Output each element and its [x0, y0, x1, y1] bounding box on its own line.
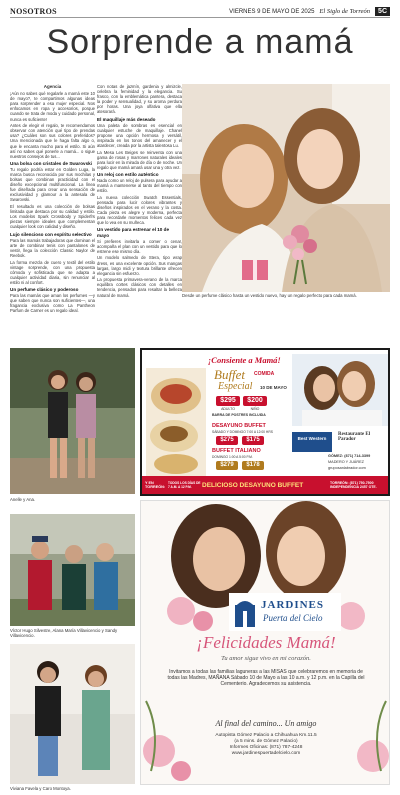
article-subhead: Una bolsa con cristales de Swarovski: [10, 160, 92, 166]
article-paragraph: Con notas de jazmín, gardenia y almizcle, celebra la feminidad y la elegancia. Su frasco, con la emblemática pantera, destaca la poder y sensualidad, y su aroma perdura por horas. Una joya olfativa que ella atesorará.: [97, 84, 182, 115]
article-paragraph: Para las mamás trabajadoras que dominan el arte de combinar tenis con pantalones de vestir, llega la colección Classic Naylor de Reebok.: [10, 237, 95, 258]
ad-contact: [166, 733, 366, 757]
article-paragraph: La nueva colección Swatch Essentials, pensada para lucir colores vibrantes y diseños inspirados en el verano y la costa. Cada pieza es alegre y moderna, perfecta para recordarle momentos felices cada vez que lo vea en su muñeca.: [97, 194, 182, 226]
jardines-logo: [229, 593, 341, 631]
article-paragraph: La forma mezcla de cuero y textil del estilo vintage sorprende, con una propuesta cómoda y sofisticada que se adapta a cualquier actividad diaria, sin renunciar al estilo ni al confort.: [10, 259, 95, 285]
social-photo-3-caption: Viviana Favela y Caro Montoya.: [10, 786, 71, 791]
article-column-2: [97, 84, 182, 299]
bar-contact: [330, 481, 388, 490]
price-adult: $295: [216, 396, 240, 406]
ad-subtitle: Tu amor sigue vivo en mi corazón.: [221, 655, 311, 662]
article-paragraph: Si prefieres invitarla a comer o cenar, acompaña el plan con un vestido para que lo estrene ese mismo día.: [97, 238, 182, 254]
main-photo-caption: Desde un perfume clásico hasta un vestido nuevo, hay un regalo perfecto para cada mamá.: [182, 293, 357, 298]
gomez-phone: GÓMEZ: (871) 714-3399: [328, 454, 371, 458]
article-byline: Agencia: [43, 84, 62, 89]
article-subhead: Un reloj con estilo auténtico: [97, 172, 159, 177]
article-paragraph: Tu regalo podría estar en Golden Luga, la marca busca reconocida por sus mochilas y bolsas que combinan practicidad con el diseño excepcional multifuncional. La línea fue diseñada para crear una sensación de exclusividad y glamour a la antesala de Swarovski.: [10, 166, 95, 203]
social-photo-2-caption: Víctor Hugo Silvestre, Alana María Villavicencio y Sandy Villavicencio.: [10, 628, 118, 638]
article-paragraph: ¡Aún no sabes qué regalarle a mamá este 10 de mayo?, te compartimos algunas ideas para sorprender a esa mujer especial. Nos enfocamos en ropa y accesorios, porque cuando se trata de moda y cuidado personal, nunca es suficiente!: [10, 91, 95, 122]
desayuno-price-adult: $275: [216, 436, 238, 445]
main-photo-mother-daughter: [182, 84, 390, 292]
photo-illustration: [182, 84, 390, 292]
ad-title: ¡Felicidades Mamá!: [196, 633, 336, 652]
ad-address: Autopista Gómez Palacio a Chihuahua Km.11.5: [215, 733, 317, 738]
parador-logo: Restaurante El Parador: [338, 432, 371, 442]
article-paragraph: Un modelo salmedo de Stera, tipo wrap dress, es una excelente opción. Sus mangas largas, largo midi y textura brillante ofrecen elegancia sin esfuerzo.: [97, 255, 182, 276]
issue-date: VIERNES 9 DE MAYO DE 2025: [229, 8, 315, 15]
header-meta: [229, 7, 390, 16]
jardines-advertisement: [140, 500, 390, 785]
ad-headline: ¡Consiente a Mamá!: [208, 355, 281, 365]
torreon-phone: TORREÓN: (871) 750-7500: [330, 480, 374, 485]
social-photo-1-caption: Anelle y Ana.: [10, 497, 36, 502]
article-paragraph: Nada como un reloj de pulsera para ayudar a mamá a mantenerse al tanto del tiempo con estilo.: [97, 178, 182, 194]
photo-illustration: [10, 514, 135, 626]
bar-headline: DELICIOSO DESAYUNO BUFFET: [202, 481, 304, 489]
article-paragraph: Antes de elegir el regalo, te recomendamos observar con atención qué tipo de prendas usa? ¿Cuáles son sus colores preferidos? Una mencionada que le haga falta algo o, que le encanta mucho para el estilo. Si aún así no sabes qué ponerle a mamá... o sigue nuestros consejos de tus...: [10, 123, 95, 159]
price-adult-note: ADULTO: [221, 407, 235, 411]
italiano-price-adult: $279: [216, 461, 238, 470]
buffet-subtitle: COMIDA: [254, 371, 275, 377]
article-column-1: [10, 84, 95, 315]
article-paragraph: El resultado es una colección de bolsas limitada que destaca por su calidad y estilo. Los modelos Spark Crossbody y Spiderfrs piezas siempre ideales que complementan cualquier look con calidad y diseño.: [10, 204, 95, 230]
section-name: NOSOTROS: [10, 7, 57, 16]
article-headline: Sorprende a mamá: [46, 23, 354, 61]
photo-illustration: [10, 644, 135, 784]
best-western-logo: Best Western: [292, 432, 332, 452]
photo-illustration: [10, 348, 135, 494]
ad-invitation: Invitamos a todas las familias laguneras a las MISAS que celebraremos en memoria de todas las Madres, MAÑANA Sábado 10 de Mayo a las 10 a.m. y 12 p.m. en la Capilla del Cementerio. Agradecemos su asistencia.: [167, 669, 365, 688]
ad-photo-mother-daughter: [292, 354, 388, 426]
italiano-days: DOMINGO 1:00 A 5:00 P.M.: [212, 455, 253, 459]
especial-label: Especial: [218, 381, 253, 392]
buffet-title: Buffet: [214, 367, 246, 382]
bar-label-left: Y EN TORREÓN:: [145, 481, 166, 489]
ad-website: www.jardinespuertadelcielo.com: [231, 751, 301, 756]
buffet-extras: BARRA DE POSTRES INCLUIDA: [212, 413, 266, 417]
italiano-title: BUFFET ITALIANO: [212, 448, 261, 454]
ad-website: gruposanlabrador.com: [328, 466, 366, 470]
price-child: $200: [243, 396, 267, 406]
price-child-note: NIÑO: [250, 407, 260, 411]
italiano-price-child: $178: [242, 461, 264, 470]
food-image: [146, 368, 206, 478]
ad-slogan: Al final del camino... Un amigo: [215, 719, 317, 728]
article-subhead: Un vestido para estrenar el 10 de mayo: [97, 227, 169, 238]
article-paragraph: La propuesta primavera-verano de la marca equilibra cortes clásicos con detalles en tendencia, pensados para resaltar la belleza natural de mamá.: [97, 277, 182, 298]
gomez-address: MADERO Y JUÁREZ: [328, 460, 364, 464]
ad-phone: Informes Oficinas: (871) 787-4248: [229, 745, 303, 750]
ad-bottom-bar: [142, 476, 388, 494]
article-paragraph: Una paleta de sombras es esencial en cualquier estuche de maquillaje. Chanel propone una opción hermosa y versátil, inspirada en los tonos del amanecer y el atardecer, creada por la artista talentosa Lu.: [97, 122, 182, 149]
logo-subname: Puerta del Cielo: [263, 613, 323, 623]
social-photo-2: [10, 514, 135, 626]
article-subhead: Un perfume clásico y poderoso: [10, 286, 79, 292]
article-subhead: El maquillaje más deseado: [97, 116, 156, 122]
desayuno-title: DESAYUNO BUFFET: [212, 423, 266, 429]
desayuno-days: SÁBADO Y DOMINGO 7:00 A 12:00 HRS: [212, 430, 273, 434]
article-paragraph: Para las mamás que aman los perfumes —y que saben que nunca son suficientes—, una fragancia exclusiva como La Pantheon Parfum de Carner es un regalo ideal.: [10, 293, 95, 314]
bar-hours: TODOS LOS DÍAS DE 7 A.M. A 12 P.M.: [168, 481, 201, 489]
gate-icon: [233, 597, 257, 627]
article-subhead: Lujo silencioso con espíritu selectivo: [10, 231, 92, 237]
social-photo-3: [10, 644, 135, 784]
page-header: [10, 6, 390, 18]
logo-name: JARDINES: [261, 599, 325, 611]
social-photo-1: [10, 348, 135, 494]
newspaper-name: El Siglo de Torreón: [319, 8, 371, 15]
page-number: 5C: [375, 7, 390, 16]
torreon-address: INDEPENDENCIA 2457 OTE.: [330, 485, 377, 489]
article-paragraph: La Mesa Les Beiges se reinventa con una gama de rosas y marrones naturales ideales para lucir en la mirada de día o de noche. Un regalo que mamá amará usar una y otra vez.: [97, 149, 182, 170]
buffet-advertisement: [140, 348, 390, 496]
buffet-date: 10 DE MAYO: [260, 385, 287, 390]
desayuno-price-child: $175: [242, 436, 264, 445]
ad-address-note: (a 5 mins. de Gómez Palacio): [234, 739, 298, 744]
